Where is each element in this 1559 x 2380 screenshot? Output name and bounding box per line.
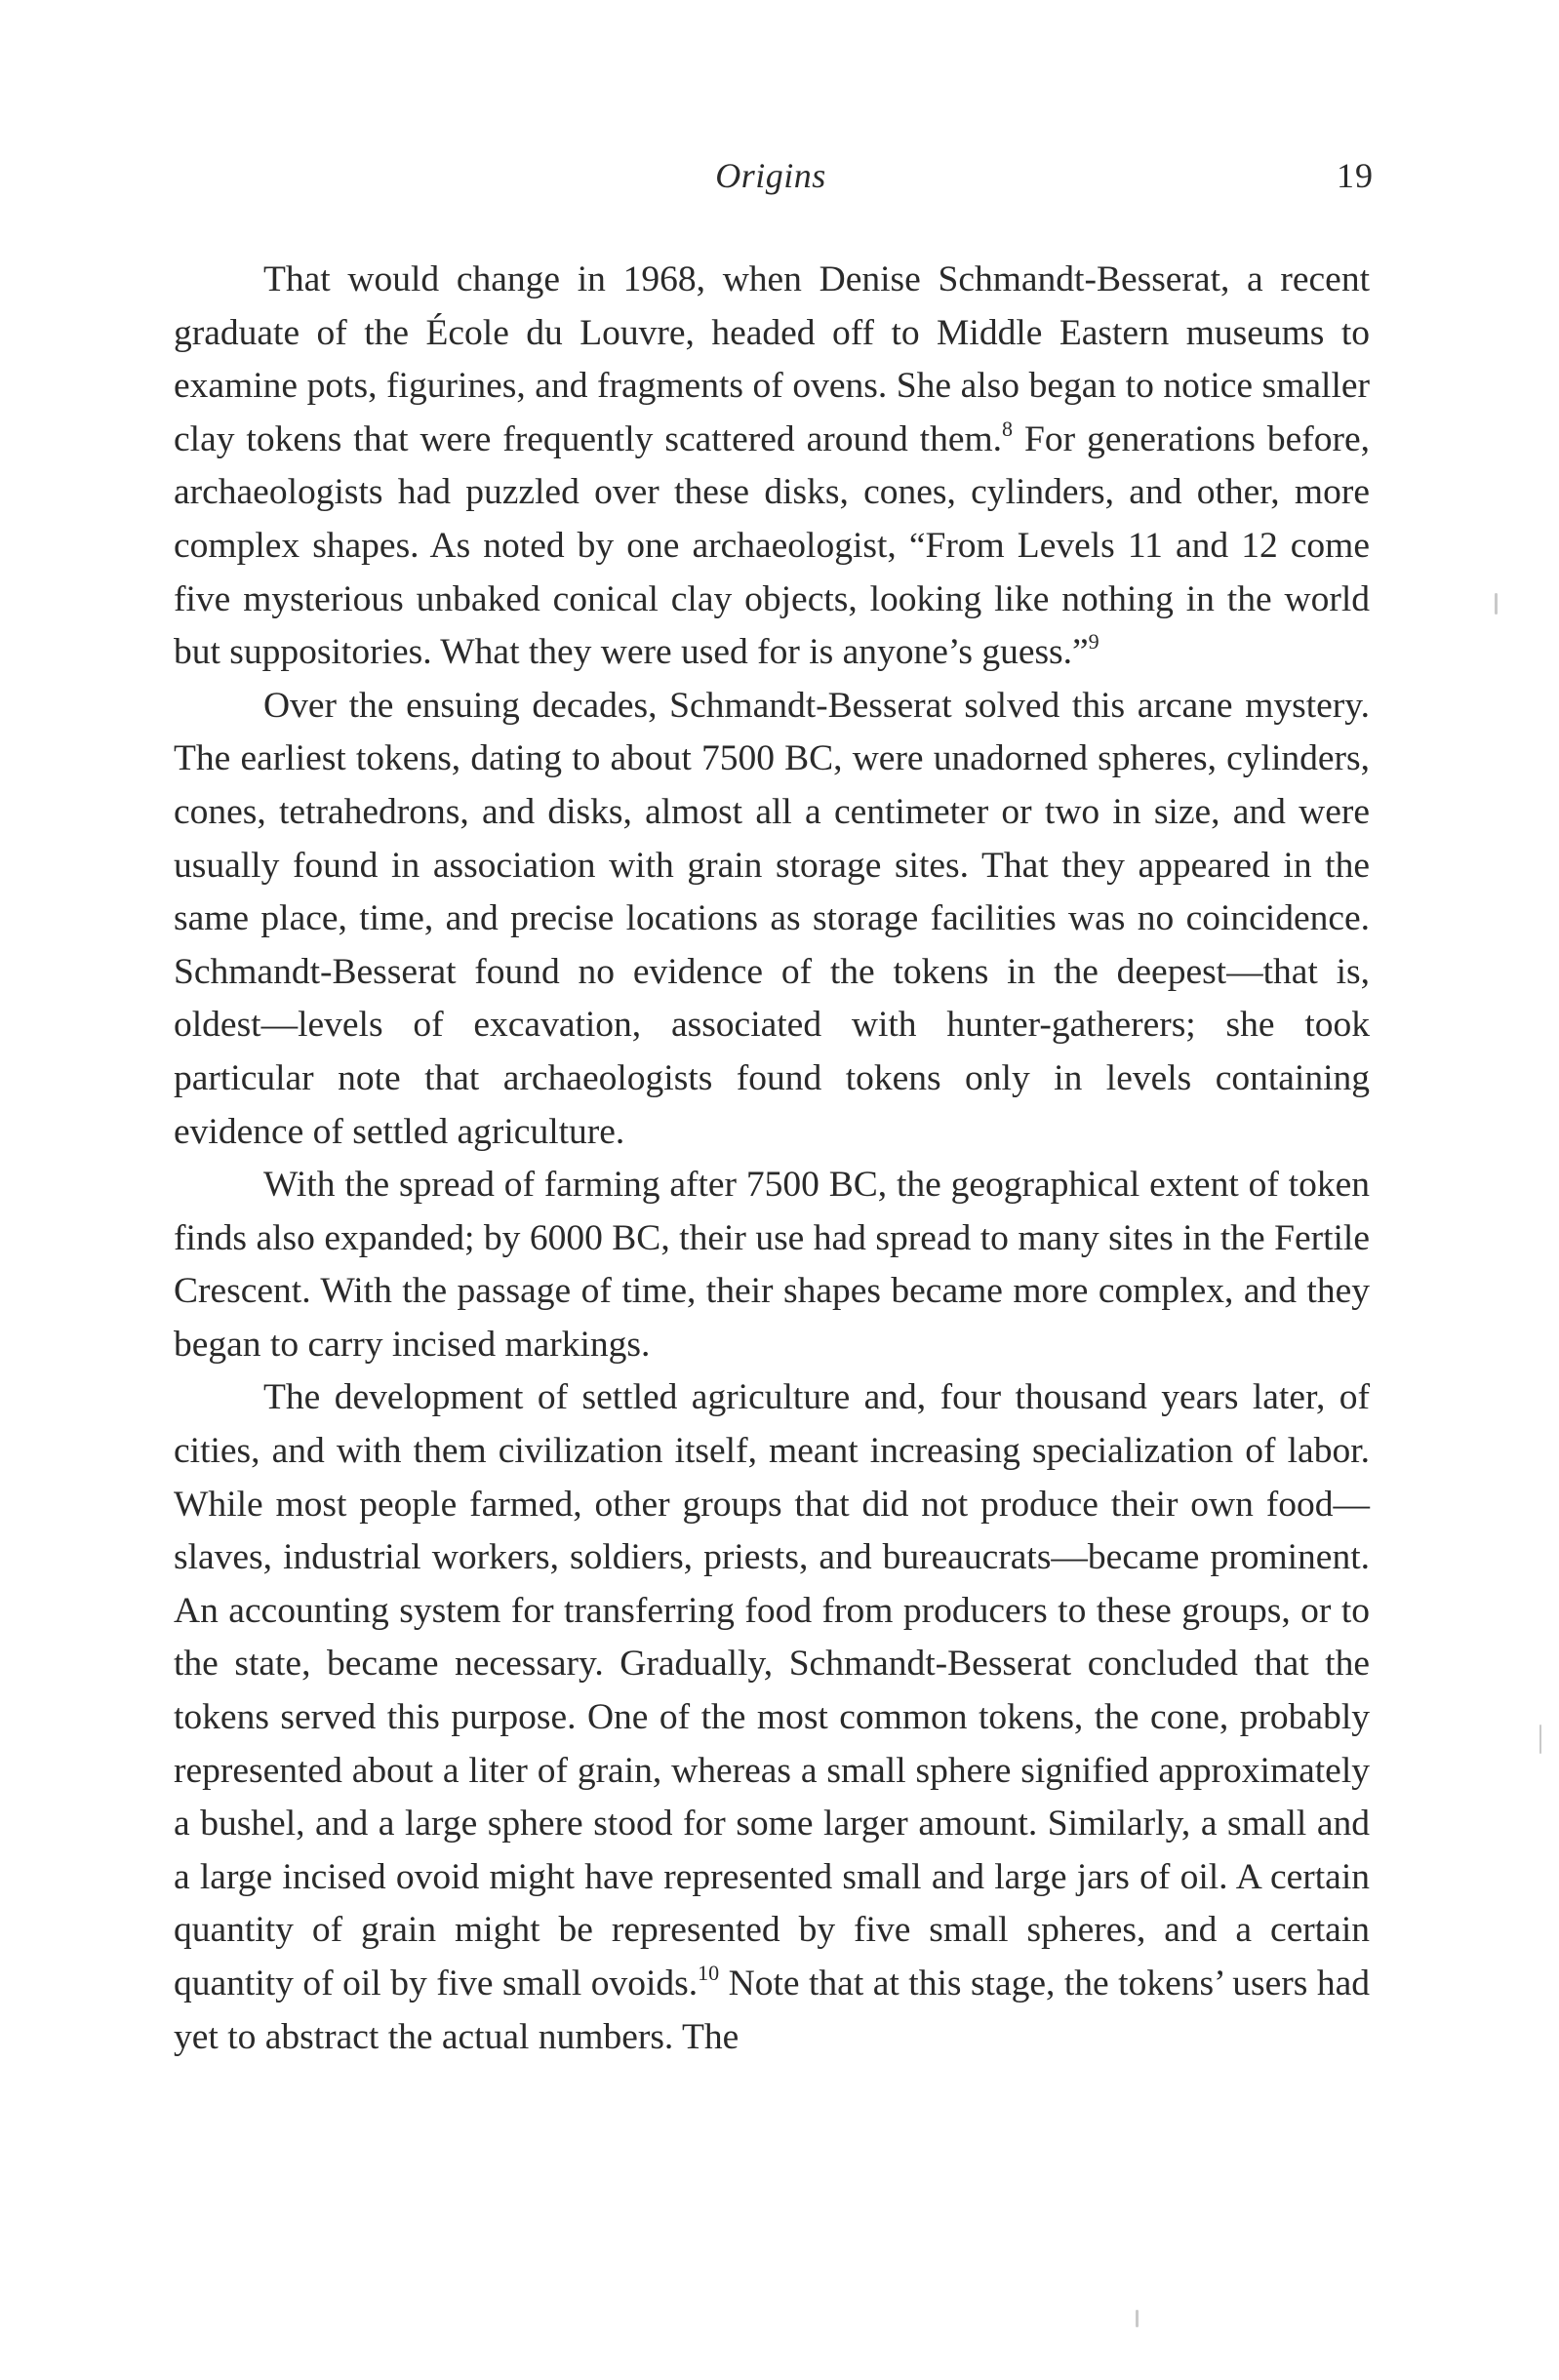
paragraph-3 [174,1159,1370,1371]
paragraph-text: Note that at this stage, the tokens’ users had yet to abstract the actual numbers. The [174,1964,1370,2057]
paragraph-text: Over the ensuing decades, Schmandt-Besserat solved this arcane mystery. The earliest tokens, dating to about 7500 BC, were unadorned spheres, cylinders, cones, tetrahedrons, and disks, almost all a centimeter or two in size, and were usually found in association with grain storage sites. That they appeared in the same place, time, and precise locations as storage facilities was no coincidence. Schmandt-Besserat found no evidence of the tokens in the deepest—that is, oldest—levels of excavation, associated with hunter-gatherers; she took particular note that archaeologists found tokens only in levels containing evidence of settled agriculture. [174,685,1370,1152]
paragraph-text: That would change in 1968, when Denise Schmandt-Besserat, a recent graduate of the École du Louvre, headed off to Middle Eastern museums to examine pots, figurines, and fragments of ovens. She also began to notice smaller clay tokens that were frequently scattered around them. [174,259,1370,459]
running-head [0,151,1559,200]
page-number: 19 [1337,156,1374,195]
paragraph-1 [174,254,1370,680]
paragraph-4 [174,1371,1370,2064]
body-text [174,254,1370,2064]
scan-speck [1136,2310,1139,2327]
paragraph-text: The development of settled agriculture and, four thousand years later, of cities, and with them civilization itself, meant increasing specialization of labor. While most people farmed, other groups that did not produce their own food—slaves, industrial workers, soldiers, priests, and bureaucrats—became prominent. An accounting system for transferring food from producers to these groups, or to the state, became necessary. Gradually, Schmandt-Besserat concluded that the tokens served this purpose. One of the most common tokens, the cone, probably represented about a liter of grain, whereas a small sphere signified approximately a bushel, and a large sphere stood for some larger amount. Similarly, a small and a large incised ovoid might have represented small and large jars of oil. A certain quantity of grain might be represented by five small spheres, and a certain quantity of oil by five small ovoids. [174,1377,1370,2003]
footnote-ref-8: 8 [1002,416,1014,441]
paragraph-text: For generations before, archaeologists had puzzled over these disks, cones, cylinders, and other, more complex shapes. As noted by one archaeologist, “From Levels 11 and 12 come five mysterious unbaked conical clay objects, looking like nothing in the world but suppositories. What they were used for is anyone’s guess.” [174,418,1370,673]
footnote-ref-10: 10 [698,1961,720,1985]
paragraph-text: With the spread of farming after 7500 BC, the geographical extent of token finds also expanded; by 6000 BC, their use had spread to many sites in the Fertile Crescent. With the passage of time, their shapes became more complex, and they began to carry incised markings. [174,1165,1370,1365]
paragraph-2 [174,680,1370,1159]
running-title: Origins [715,156,826,195]
scan-speck [1539,1725,1541,1754]
footnote-ref-9: 9 [1088,629,1099,654]
scan-speck [1495,593,1498,615]
